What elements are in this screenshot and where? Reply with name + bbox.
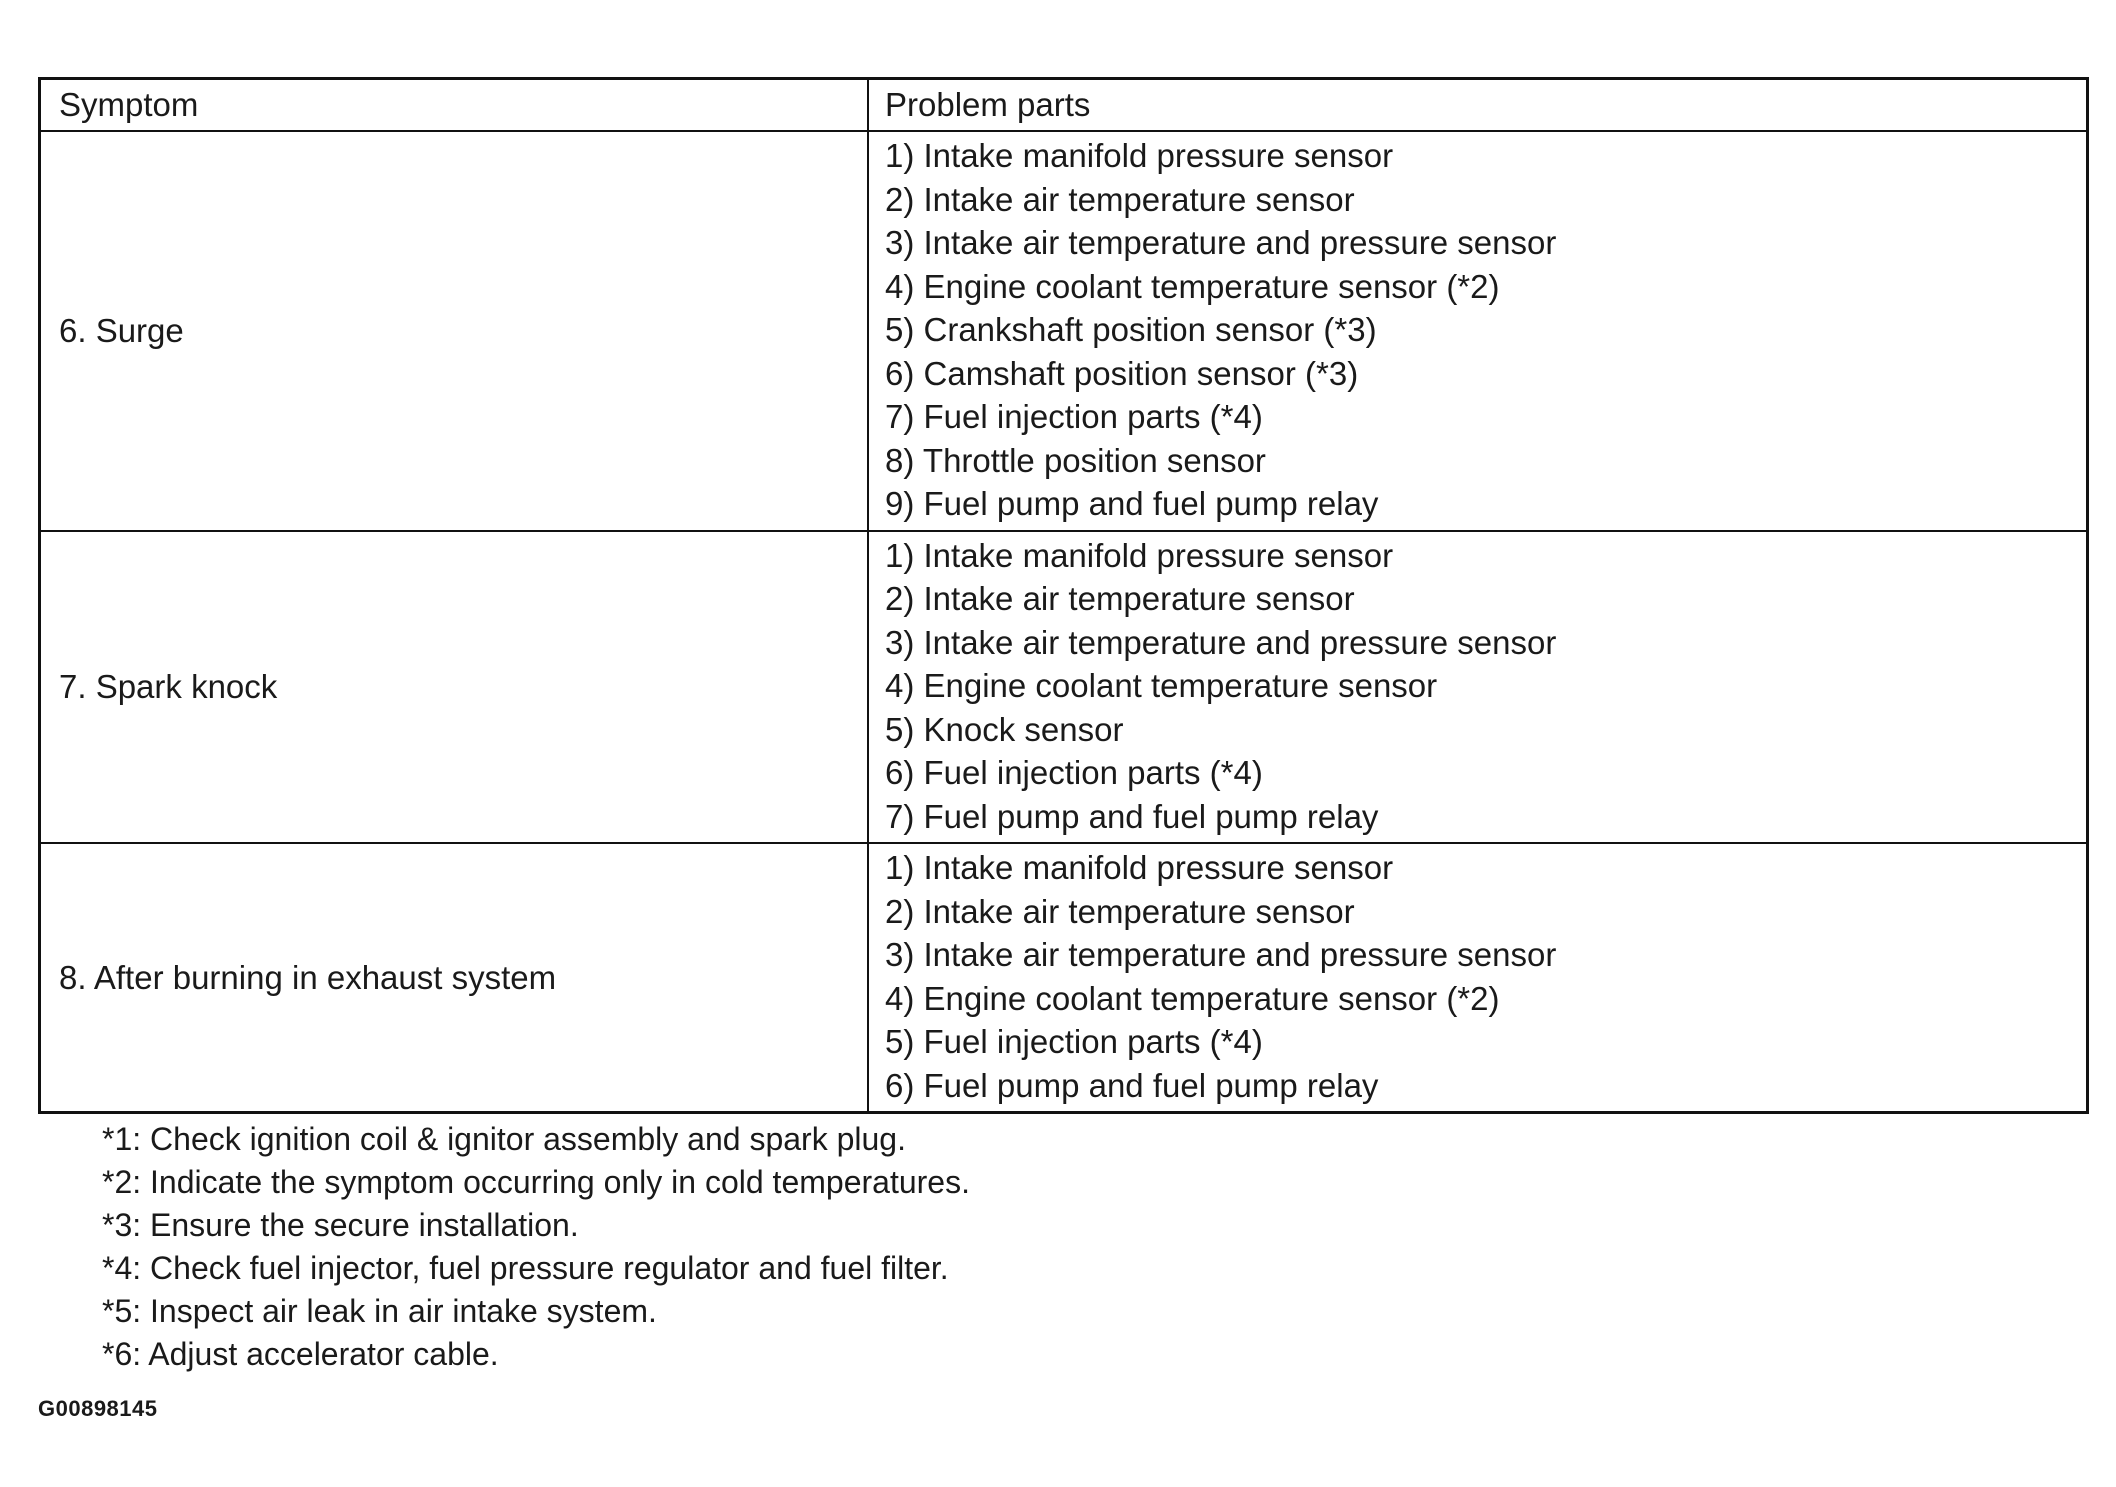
table-header-row [41,80,2086,130]
footnote: *5: Inspect air leak in air intake system. [102,1293,657,1329]
table-row [41,130,2086,530]
symptom-table [38,77,2089,1114]
problem-part-item: 1) Intake manifold pressure sensor [885,536,1394,574]
problem-part-item: 5) Fuel injection parts (*4) [885,1023,1263,1060]
footnote: *3: Ensure the secure installation. [102,1207,579,1243]
problem-part-item: 6) Fuel injection parts (*4) [885,754,1263,791]
problem-part-item: 7) Fuel injection parts (*4) [885,398,1263,435]
problem-part-item: 5) Crankshaft position sensor (*3) [885,311,1377,348]
problem-parts-cell [869,844,2086,1111]
symptom-cell: 6. Surge [41,132,869,530]
problem-part-item: 8) Throttle position sensor [885,441,1266,479]
figure-id: G00898145 [38,1396,158,1421]
footnotes [102,1118,970,1376]
problem-part-item: 3) Intake air temperature and pressure sensor [885,224,1557,261]
problem-part-item: 6) Camshaft position sensor (*3) [885,354,1359,392]
problem-part-item: 7) Fuel pump and fuel pump relay [885,797,1379,835]
table-body [41,130,2086,1111]
problem-part-item: 3) Intake air temperature and pressure sensor [885,936,1557,973]
problem-part-item: 2) Intake air temperature sensor [885,892,1355,930]
footnote: *6: Adjust accelerator cable. [102,1336,499,1372]
header-problem-parts: Problem parts [885,86,1091,123]
footnote: *4: Check fuel injector, fuel pressure regulator and fuel filter. [102,1250,949,1286]
problem-part-item: 9) Fuel pump and fuel pump relay [885,485,1379,522]
table-row [41,842,2086,1111]
problem-part-item: 6) Fuel pump and fuel pump relay [885,1066,1379,1104]
symptom-cell: 7. Spark knock [41,532,869,843]
problem-part-item: 2) Intake air temperature sensor [885,180,1355,218]
table-row [41,530,2086,843]
header-symptom: Symptom [41,80,869,130]
problem-part-item: 1) Intake manifold pressure sensor [885,849,1394,886]
problem-part-item: 2) Intake air temperature sensor [885,580,1355,617]
footnote: *2: Indicate the symptom occurring only in cold temperatures. [102,1164,970,1200]
problem-parts-cell [869,132,2086,530]
problem-part-item: 5) Knock sensor [885,710,1124,748]
problem-part-item: 3) Intake air temperature and pressure sensor [885,623,1557,661]
problem-part-item: 4) Engine coolant temperature sensor [885,667,1438,704]
problem-part-item: 1) Intake manifold pressure sensor [885,137,1394,174]
problem-parts-cell [869,532,2086,843]
problem-part-item: 4) Engine coolant temperature sensor (*2) [885,979,1500,1017]
symptom-cell: 8. After burning in exhaust system [41,844,869,1111]
footnote: *1: Check ignition coil & ignitor assembly and spark plug. [102,1121,906,1157]
problem-part-item: 4) Engine coolant temperature sensor (*2) [885,267,1500,305]
